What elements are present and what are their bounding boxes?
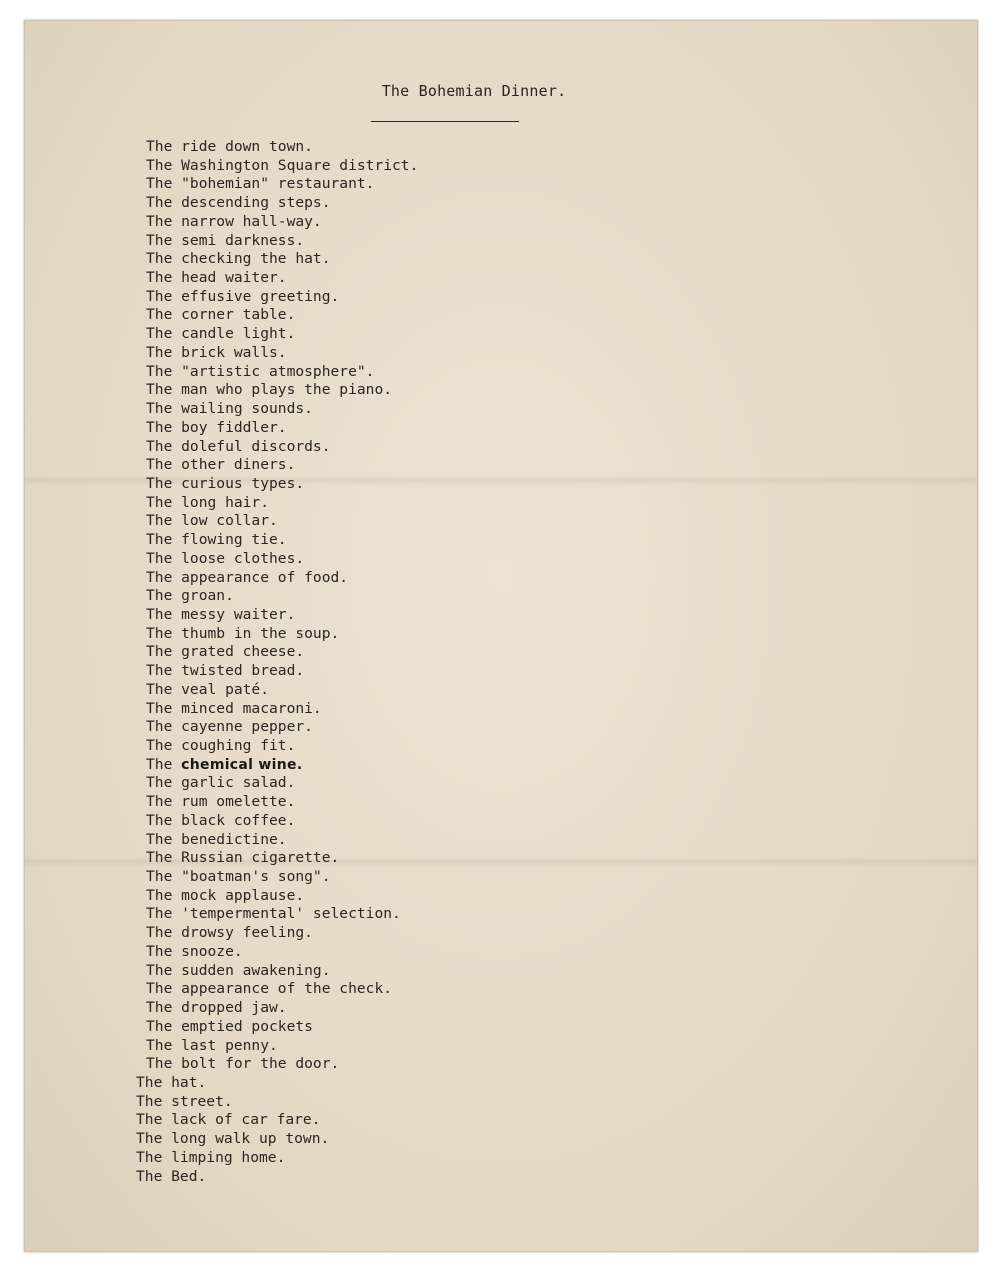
line-text: The effusive greeting.: [146, 287, 340, 305]
typed-line: [146, 344, 418, 363]
document-title: The Bohemian Dinner.: [381, 82, 567, 100]
typed-line: [146, 1055, 418, 1074]
typed-line: [146, 812, 418, 831]
typed-line: [146, 512, 418, 531]
line-text: The hat.: [136, 1073, 207, 1091]
typed-line: [146, 531, 418, 550]
line-text: The grated cheese.: [146, 643, 305, 661]
typed-line: [146, 306, 418, 325]
line-text: The groan.: [146, 587, 234, 605]
typed-line: [146, 232, 418, 251]
typed-line: [136, 1130, 418, 1149]
typed-line: [146, 962, 418, 981]
line-text: The bolt for the door.: [146, 1055, 340, 1073]
typed-line: [146, 250, 418, 269]
line-text: The ride down town.: [146, 138, 313, 155]
line-text: The coughing fit.: [146, 737, 296, 754]
typed-line: [146, 793, 418, 812]
line-text: The Bed.: [136, 1167, 207, 1185]
line-text: The lack of car fare.: [136, 1111, 321, 1129]
line-text: The street.: [136, 1092, 233, 1110]
typed-line: [146, 138, 418, 157]
line-text: The sudden awakening.: [146, 961, 331, 979]
typed-line: [146, 194, 418, 213]
typed-line: [146, 419, 418, 438]
line-text: The loose clothes.: [146, 549, 305, 567]
line-text: The last penny.: [146, 1036, 278, 1054]
typed-line: [136, 1111, 418, 1130]
typed-line: [146, 400, 418, 419]
line-text: The garlic salad.: [146, 774, 296, 792]
typed-line: [146, 868, 418, 887]
typed-line: [146, 569, 418, 588]
typed-line: [146, 718, 418, 737]
line-text: The "bohemian" restaurant.: [146, 175, 375, 193]
typed-line: [146, 625, 418, 644]
line-text: The long hair.: [146, 493, 270, 511]
line-text: The dropped jaw.: [146, 999, 287, 1017]
line-text: The curious types.: [146, 474, 305, 492]
line-text: The man who plays the piano.: [146, 381, 393, 399]
line-text: The benedictine.: [146, 830, 287, 848]
typed-line: [146, 924, 418, 943]
line-text: The head waiter.: [146, 269, 287, 287]
line-text: The snooze.: [146, 942, 243, 960]
line-text: The cayenne pepper.: [146, 718, 313, 736]
typed-line: [146, 756, 418, 775]
typed-line: [136, 1149, 418, 1168]
typed-line: [146, 438, 418, 457]
typed-line: [146, 980, 418, 999]
line-text: The veal paté.: [146, 680, 270, 698]
line-text: The long walk up town.: [136, 1130, 330, 1148]
typed-line: [146, 550, 418, 569]
line-text: The appearance of the check.: [146, 980, 393, 998]
typed-line: [146, 606, 418, 625]
typed-line: [146, 269, 418, 288]
line-text: The twisted bread.: [146, 662, 305, 680]
typed-line: [146, 213, 418, 232]
typed-line: [146, 494, 418, 513]
line-text: The: [146, 755, 182, 773]
typed-line: [146, 1037, 418, 1056]
typed-line: [146, 157, 418, 176]
line-text: The 'tempermental' selection.: [146, 905, 401, 923]
title-underline: [371, 121, 519, 122]
typed-list: [136, 138, 419, 1186]
typed-line: [146, 1018, 418, 1037]
typed-line: [146, 363, 418, 382]
typed-line: [146, 175, 418, 194]
document-page: [24, 20, 978, 1252]
typed-line: [146, 700, 418, 719]
typed-line: [136, 1074, 418, 1093]
typed-line: [146, 475, 418, 494]
line-text: The other diners.: [146, 456, 296, 474]
line-text: The appearance of food.: [146, 568, 349, 586]
typed-line: [146, 999, 418, 1018]
line-text: The boy fiddler.: [146, 418, 287, 436]
line-text: The low collar.: [146, 512, 278, 530]
typed-line: [146, 887, 418, 906]
typed-line: [146, 849, 418, 868]
line-text: The corner table.: [146, 306, 296, 324]
line-text: The minced macaroni.: [146, 699, 322, 717]
line-text: The descending steps.: [146, 194, 331, 212]
line-text: The narrow hall-way.: [146, 212, 322, 230]
typed-line: [146, 905, 418, 924]
typed-line: [146, 643, 418, 662]
typed-line: [146, 737, 418, 756]
typed-line: [136, 1093, 418, 1112]
line-text: The limping home.: [136, 1148, 286, 1166]
handwritten-correction: chemical wine.: [181, 756, 303, 773]
line-text: The candle light.: [146, 325, 296, 343]
typed-line: [146, 662, 418, 681]
line-text: The thumb in the soup.: [146, 624, 340, 642]
typed-line: [146, 774, 418, 793]
typed-line: [146, 288, 418, 307]
line-text: The rum omelette.: [146, 793, 296, 811]
typed-line: [146, 587, 418, 606]
typed-line: [146, 681, 418, 700]
line-text: The emptied pockets: [146, 1017, 313, 1035]
line-text: The brick walls.: [146, 343, 287, 361]
line-text: The messy waiter.: [146, 605, 296, 623]
line-text: The Washington Square district.: [146, 156, 419, 174]
line-text: The mock applause.: [146, 886, 305, 904]
line-text: The doleful discords.: [146, 437, 331, 455]
line-text: The checking the hat.: [146, 250, 331, 268]
typed-line: [146, 381, 418, 400]
line-text: The Russian cigarette.: [146, 849, 340, 867]
line-text: The semi darkness.: [146, 231, 305, 249]
line-text: The wailing sounds.: [146, 400, 313, 418]
line-text: The flowing tie.: [146, 531, 287, 549]
typed-line: [146, 943, 418, 962]
line-text: The "boatman's song".: [146, 868, 331, 886]
line-text: The drowsy feeling.: [146, 924, 313, 942]
line-text: The black coffee.: [146, 811, 296, 829]
typed-line: [146, 456, 418, 475]
typed-line: [146, 831, 418, 850]
typed-line: [146, 325, 418, 344]
typed-line: [136, 1168, 418, 1187]
line-text: The "artistic atmosphere".: [146, 362, 375, 380]
